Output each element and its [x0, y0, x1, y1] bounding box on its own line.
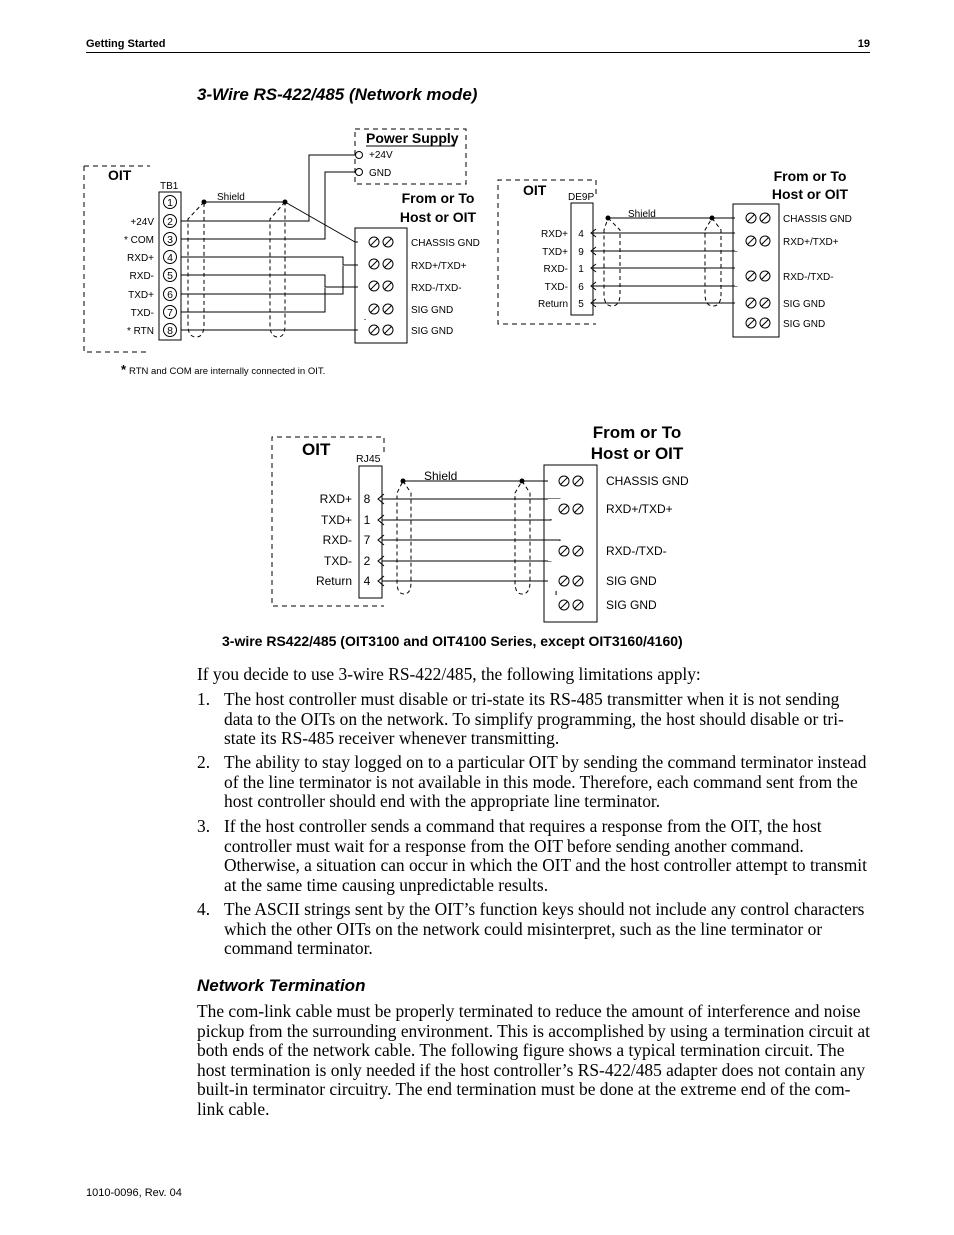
list-text: If the host controller sends a command that requires a response from the OIT, the host controller must wait for a response from the OIT before sending another command. Otherwise, a situation can occur in which the OIT and the host controller attempt to transmit at the same time causing unpredictable results. — [224, 816, 867, 895]
tb1-label: TB1 — [160, 181, 179, 192]
terminal-label: RXD-/TXD- — [411, 283, 462, 294]
pin-label: TXD+ — [320, 513, 352, 527]
pin-number: 8 — [167, 325, 173, 337]
terminal-label: CHASSIS GND — [783, 214, 852, 225]
terminal-label: SIG GND — [606, 598, 657, 612]
terminal-label: SIG GND — [411, 305, 454, 316]
pin-number: 4 — [363, 574, 371, 588]
pin-label: RXD- — [322, 533, 352, 547]
pin-number: 2 — [167, 216, 173, 228]
pin-label: RXD+ — [127, 253, 154, 264]
pin-number: 4 — [167, 252, 173, 264]
host-title-3b: Host or OIT — [590, 444, 684, 463]
terminal-label: SIG GND — [783, 319, 826, 330]
tb1-pin-list — [124, 196, 177, 338]
document-footer: 1010-0096, Rev. 04 — [86, 1187, 182, 1199]
pin-number: 7 — [363, 533, 371, 547]
list-number: 3. — [197, 816, 211, 836]
terminal-label: CHASSIS GND — [606, 474, 689, 488]
pin-number: 1 — [167, 197, 173, 209]
pin-label: Return — [315, 574, 352, 588]
pin-label: RXD- — [543, 264, 568, 275]
termination-title: Network Termination — [197, 976, 366, 995]
terminal-label: SIG GND — [783, 299, 826, 310]
oit-label-1: OIT — [108, 167, 132, 183]
oit-label-3: OIT — [302, 440, 331, 459]
de9p-label: DE9P — [568, 192, 595, 203]
header-section: Getting Started — [86, 38, 166, 50]
terminal-label: RXD-/TXD- — [783, 272, 834, 283]
pin-number: 8 — [363, 492, 371, 506]
pin-number: 1 — [578, 264, 584, 275]
pin-label: * RTN — [126, 326, 154, 337]
host-title-3a: From or To — [592, 423, 682, 442]
ps-plus-label: +24V — [369, 150, 393, 161]
pin-label: TXD- — [544, 282, 568, 293]
pin-label: RXD+ — [319, 492, 352, 506]
ps-gnd-label: GND — [369, 168, 392, 179]
pin-number: 7 — [167, 307, 173, 319]
pin-label: RXD- — [129, 271, 154, 282]
pin-number: 1 — [363, 513, 371, 527]
terminal-label: RXD+/TXD+ — [606, 502, 673, 516]
pin-number: 9 — [578, 247, 584, 258]
diagram-de9p — [498, 168, 852, 337]
page-number: 19 — [857, 38, 870, 50]
intro-paragraph: If you decide to use 3-wire RS-422/485, the following limitations apply: — [197, 664, 701, 684]
terminal-label: SIG GND — [411, 326, 454, 337]
host-terminal-labels-1 — [411, 238, 480, 337]
list-text: The ability to stay logged on to a particular OIT by sending the command terminator instead of the line terminator is not available in this mode. Therefore, each command sent from the host controller should end with the appropriate line terminator. — [224, 752, 867, 812]
host-title-1a: From or To — [401, 190, 475, 206]
pin-number: 5 — [167, 270, 173, 282]
shield-label-2: Shield — [628, 209, 656, 220]
host-terminal-labels-2 — [783, 214, 852, 330]
pin-label: RXD+ — [541, 229, 568, 240]
host-terminal-labels-3 — [606, 474, 689, 612]
host-title-2a: From or To — [773, 168, 847, 184]
terminal-label: RXD+/TXD+ — [783, 237, 839, 248]
power-supply-title: Power Supply — [366, 130, 459, 146]
rj45-pin-list — [316, 492, 384, 588]
section-title: 3-Wire RS-422/485 (Network mode) — [197, 85, 478, 104]
list-number: 1. — [197, 689, 211, 709]
pin-number: 2 — [363, 554, 371, 568]
pin-number: 5 — [578, 299, 584, 310]
rtn-com-note: RTN and COM are internally connected in OIT. — [129, 366, 326, 377]
pin-number: 3 — [167, 234, 173, 246]
pin-label: TXD- — [324, 554, 352, 568]
shield-label-1: Shield — [217, 192, 245, 203]
pin-label: TXD+ — [542, 247, 568, 258]
terminal-label: SIG GND — [606, 574, 657, 588]
de9p-pin-list — [538, 229, 596, 310]
pin-number: 6 — [167, 289, 173, 301]
figure-caption: 3-wire RS422/485 (OIT3100 and OIT4100 Series, except OIT3160/4160) — [222, 633, 683, 649]
host-title-1b: Host or OIT — [399, 209, 477, 225]
pin-label: * COM — [124, 235, 154, 246]
list-text: The host controller must disable or tri-state its RS-485 transmitter when it is not sending data to the OITs on the network. To simplify programming, the host should disable or tri-state its RS-485 receiver whenever transmitting. — [224, 689, 844, 749]
list-number: 4. — [197, 899, 211, 919]
oit-label-2: OIT — [523, 182, 547, 198]
pin-label: +24V — [130, 217, 154, 228]
pin-number: 6 — [578, 282, 584, 293]
list-text: The ASCII strings sent by the OIT’s function keys should not include any control characters which the other OITs on the network could misinterpret, such as the line terminator or command terminator. — [224, 899, 865, 959]
pin-label: TXD- — [130, 308, 154, 319]
pin-label: TXD+ — [128, 290, 154, 301]
shield-label-3: Shield — [424, 469, 458, 483]
terminal-label: RXD+/TXD+ — [411, 261, 467, 272]
diagram-rj45 — [272, 423, 689, 622]
rj45-label: RJ45 — [356, 453, 381, 465]
host-title-2b: Host or OIT — [771, 186, 849, 202]
diagram-tb1 — [84, 129, 480, 377]
note-star: * — [121, 362, 127, 377]
pin-number: 4 — [578, 229, 584, 240]
list-number: 2. — [197, 752, 211, 772]
termination-paragraph: The com-link cable must be properly terminated to reduce the amount of interference and noise pickup from the surrounding environment. This is accomplished by using a termination circuit at both ends of the network cable. The following figure shows a typical termination circuit. The host termination is only needed if the host controller’s RS-422/485 adapter does not contain any built-in terminator circuitry. The end termination must be done at the extreme end of the com-link cable. — [197, 1001, 870, 1119]
pin-label: Return — [537, 299, 568, 310]
terminal-label: CHASSIS GND — [411, 238, 480, 249]
terminal-label: RXD-/TXD- — [606, 544, 667, 558]
